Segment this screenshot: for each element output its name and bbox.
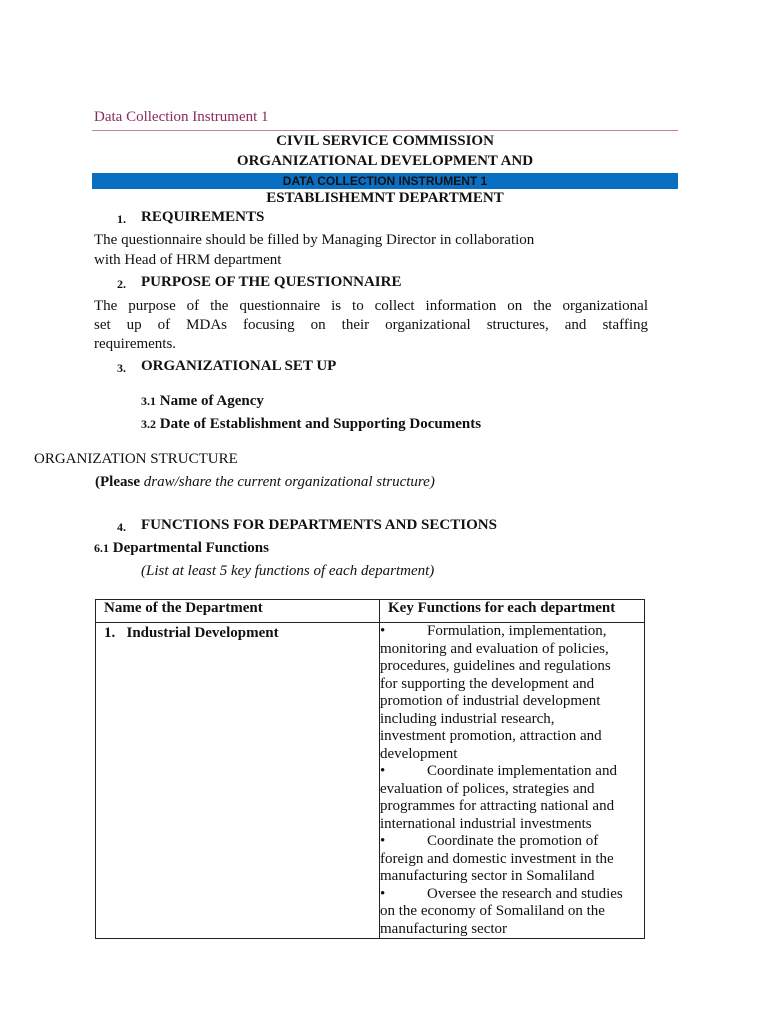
- bullet-icon: •: [380, 623, 386, 639]
- bullet-icon: •: [380, 885, 386, 902]
- subsection-6-1-number: 6.1: [94, 541, 109, 555]
- function-item-2: • Coordinate implementation and: [380, 763, 617, 779]
- org-note-italic: draw/share the current organizational structure): [143, 474, 435, 490]
- subsection-3-2-title: Date of Establishment and Supporting Documents: [159, 416, 482, 432]
- header-divider: [92, 130, 678, 131]
- subsection-6-1: [94, 540, 269, 557]
- subsection-3-2-number: 3.2: [141, 417, 156, 431]
- functions-note: (List at least 5 key functions of each department): [141, 563, 435, 579]
- section-2-number: 2.: [117, 277, 126, 291]
- function-item-3: • Coordinate the promotion of: [380, 833, 599, 849]
- department-name: Industrial Development: [126, 625, 279, 641]
- section-3-number: 3.: [117, 361, 126, 375]
- table-header-row: [96, 600, 645, 623]
- org-note-open: (Please: [95, 474, 144, 490]
- section-2-paragraph: [94, 297, 648, 354]
- heading-line-3: ESTABLISHEMNT DEPARTMENT: [266, 190, 504, 206]
- subsection-3-1-title: Name of Agency: [159, 393, 264, 409]
- heading-line-2: ORGANIZATIONAL DEVELOPMENT AND: [236, 153, 534, 169]
- department-cell: [96, 623, 380, 939]
- functions-table: [95, 599, 645, 939]
- section-1-number: 1.: [117, 212, 126, 226]
- subsection-3-1-number: 3.1: [141, 394, 156, 408]
- section-1-title: REQUIREMENTS: [141, 209, 265, 225]
- section-2-title: PURPOSE OF THE QUESTIONNAIRE: [141, 274, 402, 290]
- section-1-text-line-1: The questionnaire should be filled by Managing Director in collaboration: [94, 232, 535, 248]
- function-item-1: • Formulation, implementation,: [380, 623, 607, 639]
- org-structure-title: ORGANIZATION STRUCTURE: [34, 451, 238, 467]
- section-3-title: ORGANIZATIONAL SET UP: [141, 358, 337, 374]
- org-structure-note: [95, 474, 435, 491]
- column-header-functions: Key Functions for each department: [380, 600, 645, 623]
- heading-line-1: CIVIL SERVICE COMMISSION: [276, 133, 494, 149]
- function-item-4: • Oversee the research and studies: [380, 885, 623, 902]
- section-2-text-line-2: set up of MDAs focusing on their organizational structures, and staffing: [94, 317, 648, 333]
- department-number: 1.: [104, 625, 116, 641]
- bullet-icon: •: [380, 833, 386, 849]
- subsection-3-2: [141, 416, 481, 433]
- section-1-text-line-2: with Head of HRM department: [94, 252, 282, 268]
- bullet-icon: •: [380, 763, 386, 779]
- subsection-3-1: [141, 393, 264, 410]
- subsection-6-1-title: Departmental Functions: [112, 540, 269, 556]
- banner-text: DATA COLLECTION INSTRUMENT 1: [282, 174, 488, 188]
- section-4-title: FUNCTIONS FOR DEPARTMENTS AND SECTIONS: [141, 517, 497, 533]
- section-4-number: 4.: [117, 520, 126, 534]
- table-row: [96, 623, 645, 939]
- document-header-title: Data Collection Instrument 1: [94, 109, 269, 125]
- functions-cell: • Formulation, implementation, monitoring and evaluation of policies, procedures, guidelines and regulations for supporting the development and promotion of industrial development including industrial research, investment promotion, attraction and development • Coordinate implementation and evaluation of polices, strategies and programmes for attracting national and international industrial investments • Coordinate the promotion of foreign and domestic investment in the manufacturing sector in Somaliland • Oversee the research and studies on the economy of Somaliland on the manufacturing sector: [380, 623, 645, 939]
- section-2-text-line-1: The purpose of the questionnaire is to collect information on the organizational: [94, 298, 648, 314]
- section-2-text-line-3: requirements.: [94, 336, 177, 352]
- instrument-banner: [92, 173, 678, 189]
- column-header-department: Name of the Department: [96, 600, 380, 623]
